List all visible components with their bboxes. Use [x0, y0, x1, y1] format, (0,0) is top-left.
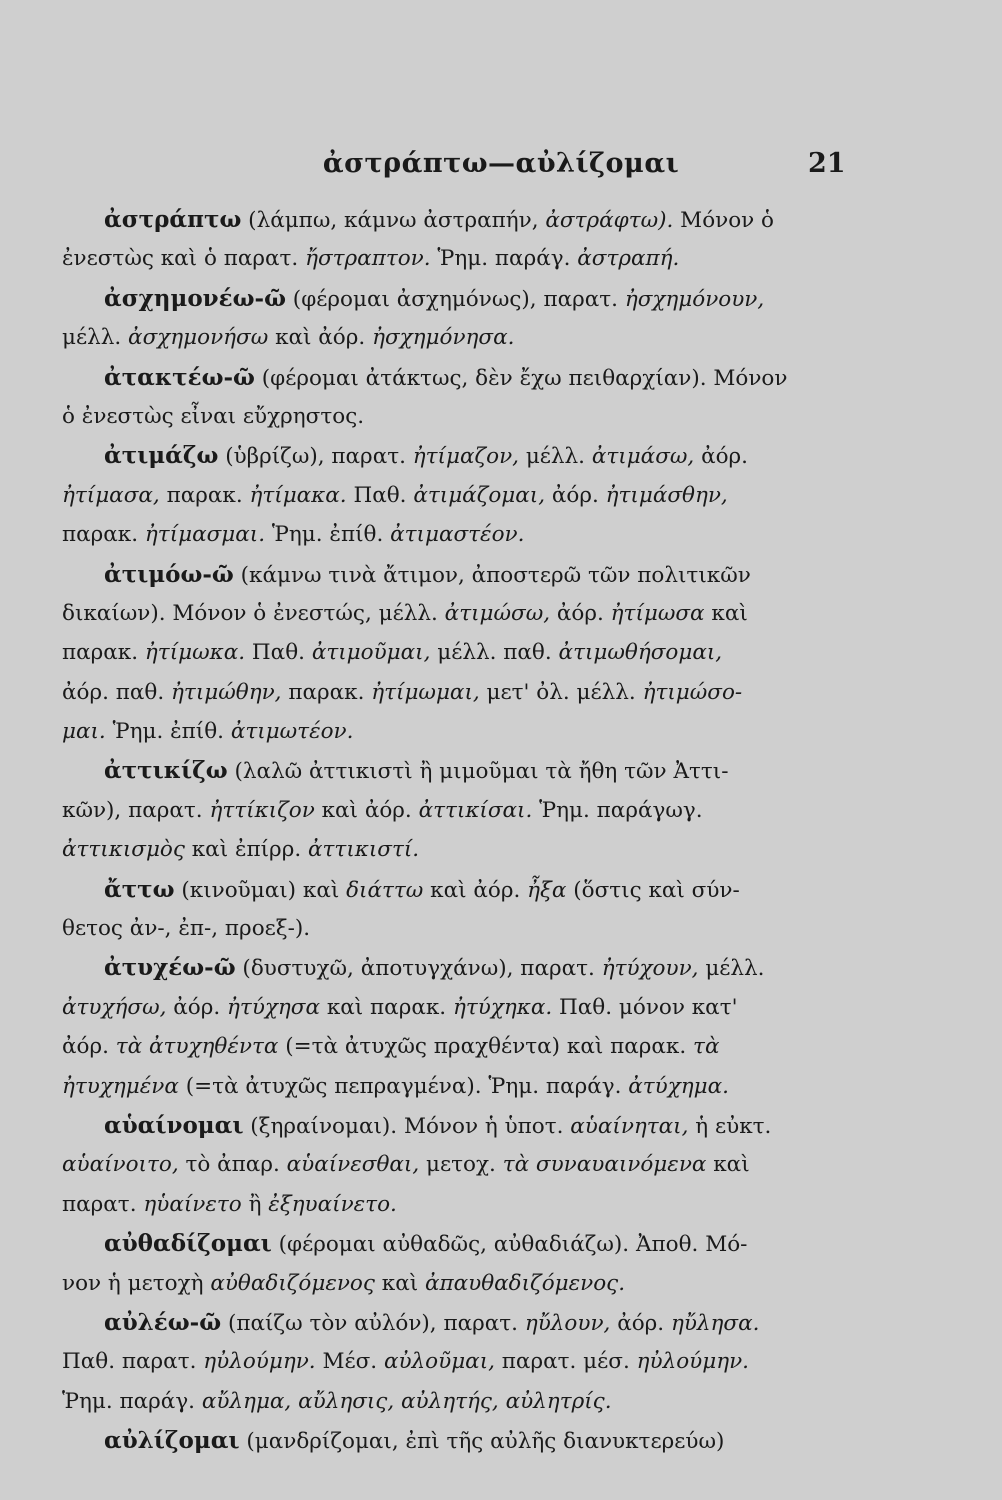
- greek-form: ἀττικιστί.: [308, 837, 420, 863]
- entry-text: (φέρομαι αὐθαδῶς, αὐθαδιάζω). Ἀποθ. Μό-: [271, 1232, 748, 1258]
- greek-form: ἠττίκιζον: [209, 797, 315, 823]
- entry-text: Ῥημ. παράγ.: [430, 246, 578, 272]
- entry-text: Ῥημ. παράγ.: [62, 1388, 202, 1414]
- entry-text: Παθ. μόνον κατ': [552, 994, 738, 1020]
- lemma: ἀστράπτω: [104, 206, 242, 233]
- entry-text: (κάμνω τινὰ ἄτιμον, ἀποστερῶ τῶν πολιτικῶν: [233, 562, 751, 588]
- entry-text: ἐνεστὼς καὶ ὁ παρατ.: [62, 246, 306, 272]
- entry-text: ὁ ἐνεστὼς εἶναι εὔχρηστος.: [62, 403, 365, 429]
- greek-form: ἠτιμάσθην,: [605, 482, 728, 508]
- entry-text: μέλλ.: [62, 325, 129, 351]
- entry-line: [62, 1145, 862, 1184]
- entry-line: [62, 1027, 862, 1066]
- greek-form: μαι.: [62, 719, 106, 745]
- entry-line: [62, 1264, 862, 1303]
- entry-text: μετοχ.: [419, 1152, 503, 1178]
- greek-form: ἠσχημόνουν,: [624, 286, 765, 312]
- entry-text: ἀόρ.: [62, 1034, 116, 1060]
- entry-text: καὶ ἀόρ.: [423, 877, 528, 903]
- entry-line: [62, 318, 862, 357]
- entry-text: Παθ.: [346, 482, 414, 508]
- entry-text: Μόνον ὁ: [673, 208, 774, 233]
- entry-headline: [62, 1303, 862, 1342]
- entry-text: ἀόρ.: [610, 1310, 671, 1336]
- entry-line: [62, 1185, 862, 1224]
- entry-text: καὶ: [706, 1152, 750, 1178]
- greek-form: ἠτυχημένα: [62, 1073, 179, 1099]
- entry-text: παρατ.: [62, 1191, 144, 1217]
- greek-form: ἤστραπτον.: [305, 246, 431, 272]
- entry-text: παρακ.: [62, 522, 145, 548]
- greek-form: ἀτιμάζομαι,: [413, 482, 546, 508]
- entry-text: Μέσ.: [315, 1349, 384, 1375]
- entry-headline: [62, 751, 862, 790]
- entry-line: [62, 712, 862, 751]
- entry-line: [62, 909, 862, 948]
- entry-text: Παθ.: [245, 640, 312, 666]
- greek-form: τὰ συναυαινόμενα: [502, 1152, 707, 1178]
- entry-text: παρακ.: [62, 640, 145, 666]
- entry-text: μετ' ὀλ. μέλλ.: [479, 679, 643, 705]
- entry-text: (=τὰ ἀτυχῶς πεπραγμένα). Ῥημ. παράγ.: [178, 1073, 629, 1099]
- dictionary-entry: [62, 555, 862, 752]
- lemma: ἄττω: [104, 875, 175, 903]
- greek-form: ἠτίμασμαι.: [144, 522, 266, 548]
- entry-line: [62, 1382, 862, 1421]
- entry-headline: [62, 1224, 862, 1263]
- lemma: αὐλίζομαι: [104, 1427, 240, 1455]
- greek-form: ηὐλούμην.: [636, 1349, 749, 1375]
- entry-line: [62, 476, 862, 515]
- dictionary-entry: [62, 358, 862, 437]
- greek-form: διάττω: [346, 877, 424, 903]
- greek-form: ἀτιμωθήσομαι,: [558, 640, 723, 666]
- entry-headline: [62, 948, 862, 987]
- greek-form: αὐλοῦμαι,: [383, 1349, 495, 1375]
- entry-text: δικαίων). Μόνον ὁ ἐνεστώς, μέλλ.: [62, 600, 445, 626]
- entry-text: ἀόρ. παθ.: [62, 679, 172, 705]
- entry-line: [62, 1342, 862, 1381]
- entry-text: θετος ἀν-, ἐπ-, προεξ-).: [62, 916, 311, 942]
- greek-form: ηὐλούμην.: [203, 1349, 316, 1375]
- entry-text: ἀόρ.: [545, 482, 606, 508]
- greek-form: ἠτιμώθην,: [171, 679, 282, 705]
- entry-text: Ῥημ. ἐπίθ.: [105, 719, 231, 745]
- greek-form: ἠτύχουν,: [601, 956, 699, 982]
- greek-form: ἀτύχημα.: [628, 1073, 729, 1099]
- greek-form: ἠτίμωμαι,: [371, 679, 480, 705]
- running-head: [0, 148, 1002, 188]
- greek-form: ἀστραπή.: [577, 246, 680, 272]
- entry-text: (ξηραίνομαι). Μόνον ἡ ὑποτ.: [243, 1113, 571, 1139]
- entry-text: παρακ.: [281, 679, 372, 705]
- dictionary-entry: [62, 1303, 862, 1421]
- entry-text: Παθ. παρατ.: [62, 1349, 204, 1375]
- greek-form: ἀττικίσαι.: [418, 797, 533, 823]
- entry-text: μέλλ. παθ.: [430, 640, 559, 666]
- entry-text: καὶ ἐπίρρ.: [184, 837, 309, 863]
- lemma: ἀτακτέω-ῶ: [104, 363, 255, 391]
- entry-headline: [62, 1106, 862, 1145]
- greek-form: ἀτιμώσω,: [444, 600, 551, 626]
- entry-line: [62, 791, 862, 830]
- entry-text: (=τὰ ἀτυχῶς πραχθέντα) καὶ παρακ.: [278, 1034, 694, 1060]
- entry-line: [62, 397, 862, 436]
- greek-form: ἀτιμωτέον.: [230, 719, 354, 745]
- lemma: ἀτιμάζω: [104, 442, 219, 470]
- entry-text: ἡ εὐκτ.: [688, 1113, 772, 1139]
- entry-headline: [62, 1421, 862, 1460]
- entry-text: (κινοῦμαι) καὶ: [174, 877, 347, 903]
- entry-headline: [62, 200, 862, 239]
- entry-headline: [62, 279, 862, 318]
- entry-line: [62, 673, 862, 712]
- greek-form: ἀστράφτω).: [545, 208, 674, 233]
- dictionary-entries: [62, 200, 862, 1461]
- entry-headline: [62, 870, 862, 909]
- entry-text: (μανδρίζομαι, ἐπὶ τῆς αὐλῆς διανυκτερεύω): [239, 1429, 725, 1455]
- dictionary-entry: [62, 948, 862, 1106]
- greek-form: ηὔλουν,: [524, 1310, 611, 1336]
- entry-text: καὶ: [704, 600, 748, 626]
- entry-text: (ὅστις καὶ σύν-: [566, 877, 740, 903]
- lemma: αὑαίνομαι: [104, 1111, 244, 1139]
- dictionary-entry: [62, 1106, 862, 1224]
- entry-text: Ῥημ. παράγωγ.: [532, 797, 703, 823]
- entry-text: παρακ.: [159, 482, 250, 508]
- entry-text: καὶ παρακ.: [320, 994, 453, 1020]
- entry-text: καὶ ἀόρ.: [314, 797, 419, 823]
- dictionary-entry: [62, 436, 862, 554]
- entry-line: [62, 830, 862, 869]
- entry-text: (λάμπω, κάμνω ἀστραπήν,: [241, 208, 546, 233]
- dictionary-entry: [62, 1421, 862, 1460]
- entry-text: (ὑβρίζω), παρατ.: [218, 444, 413, 470]
- entry-text: καὶ ἀόρ.: [268, 325, 373, 351]
- entry-text: μέλλ.: [698, 956, 765, 982]
- greek-form: ἠτίμωκα.: [144, 640, 246, 666]
- entry-text: ἢ: [241, 1191, 269, 1217]
- greek-form: ἠτύχησα: [227, 994, 320, 1020]
- greek-form: ἠτίμακα.: [249, 482, 347, 508]
- greek-form: ἠτιμώσο-: [642, 679, 743, 705]
- greek-form: ἀτιμαστέον.: [390, 522, 525, 548]
- greek-form: ἐξηυαίνετο.: [268, 1191, 397, 1217]
- lemma: αὐλέω-ῶ: [104, 1308, 222, 1336]
- entry-headline: [62, 436, 862, 475]
- entry-text: μέλλ.: [518, 444, 592, 470]
- entry-text: ἀόρ.: [694, 444, 749, 470]
- greek-form: ἀτιμάσω,: [591, 444, 695, 470]
- dictionary-entry: [62, 870, 862, 949]
- dictionary-entry: [62, 1224, 862, 1303]
- greek-form: τὰ ἀτυχηθέντα: [115, 1034, 279, 1060]
- greek-form: ἠτύχηκα.: [452, 994, 553, 1020]
- entry-text: καὶ: [374, 1270, 425, 1296]
- greek-form: ηὑαίνετο: [143, 1191, 242, 1217]
- greek-form: ἀτιμοῦμαι,: [311, 640, 431, 666]
- greek-form: αὑαίνοιτο,: [62, 1152, 179, 1178]
- dictionary-entry: [62, 279, 862, 358]
- greek-form: ἠτίμαζον,: [412, 444, 519, 470]
- greek-form: αὐθαδιζόμενος: [210, 1270, 375, 1296]
- entry-text: (φέρομαι ἀτάκτως, δὲν ἔχω πειθαρχίαν). Μόνον: [254, 365, 788, 391]
- entry-text: (παίζω τὸν αὐλόν), παρατ.: [221, 1310, 525, 1336]
- greek-form: ἦξα: [527, 877, 567, 903]
- page-number: 21: [808, 148, 846, 179]
- entry-line: [62, 1067, 862, 1106]
- entry-text: Ῥημ. ἐπίθ.: [265, 522, 391, 548]
- lemma: ἀττικίζω: [104, 757, 228, 785]
- greek-form: ἀττικισμὸς: [62, 837, 185, 863]
- greek-form: αὑαίνεσθαι,: [286, 1152, 420, 1178]
- entry-line: [62, 515, 862, 554]
- lemma: αὐθαδίζομαι: [104, 1230, 272, 1258]
- entry-text: (δυστυχῶ, ἀποτυγχάνω), παρατ.: [235, 956, 602, 982]
- entry-line: [62, 239, 862, 278]
- dictionary-entry: [62, 200, 862, 279]
- entry-text: τὸ ἀπαρ.: [178, 1152, 287, 1178]
- lemma: ἀτυχέω-ῶ: [104, 954, 236, 982]
- greek-form: αὔλημα, αὔλησις, αὐλητής, αὐλητρίς.: [201, 1388, 612, 1414]
- greek-form: τὰ: [693, 1034, 720, 1060]
- entry-line: [62, 988, 862, 1027]
- entry-text: κῶν), παρατ.: [62, 797, 210, 823]
- entry-text: παρατ. μέσ.: [494, 1349, 637, 1375]
- entry-line: [62, 594, 862, 633]
- entry-text: νον ἡ μετοχὴ: [62, 1270, 211, 1296]
- greek-form: ἀτυχήσω,: [62, 994, 167, 1020]
- greek-form: ἀσχημονήσω: [128, 325, 269, 351]
- entry-text: ἀόρ.: [166, 994, 228, 1020]
- lemma: ἀσχημονέω-ῶ: [104, 284, 286, 312]
- lemma: ἀτιμόω-ῶ: [104, 560, 234, 588]
- greek-form: ἠτίμασα,: [62, 482, 160, 508]
- greek-form: ηὔλησα.: [670, 1310, 760, 1336]
- entry-text: (φέρομαι ἀσχημόνως), παρατ.: [285, 286, 625, 312]
- entry-text: (λαλῶ ἀττικιστὶ ἢ μιμοῦμαι τὰ ἤθη τῶν Ἀττι-: [227, 759, 729, 785]
- entry-headline: [62, 358, 862, 397]
- entry-line: [62, 633, 862, 672]
- running-title: ἀστράπτω—αὐλίζομαι: [322, 148, 680, 179]
- greek-form: ἠτίμωσα: [610, 600, 705, 626]
- greek-form: αὑαίνηται,: [570, 1113, 689, 1139]
- greek-form: ἀπαυθαδιζόμενος.: [424, 1270, 626, 1296]
- entry-headline: [62, 555, 862, 594]
- dictionary-entry: [62, 751, 862, 869]
- entry-text: ἀόρ.: [550, 600, 611, 626]
- greek-form: ἠσχημόνησα.: [372, 325, 515, 351]
